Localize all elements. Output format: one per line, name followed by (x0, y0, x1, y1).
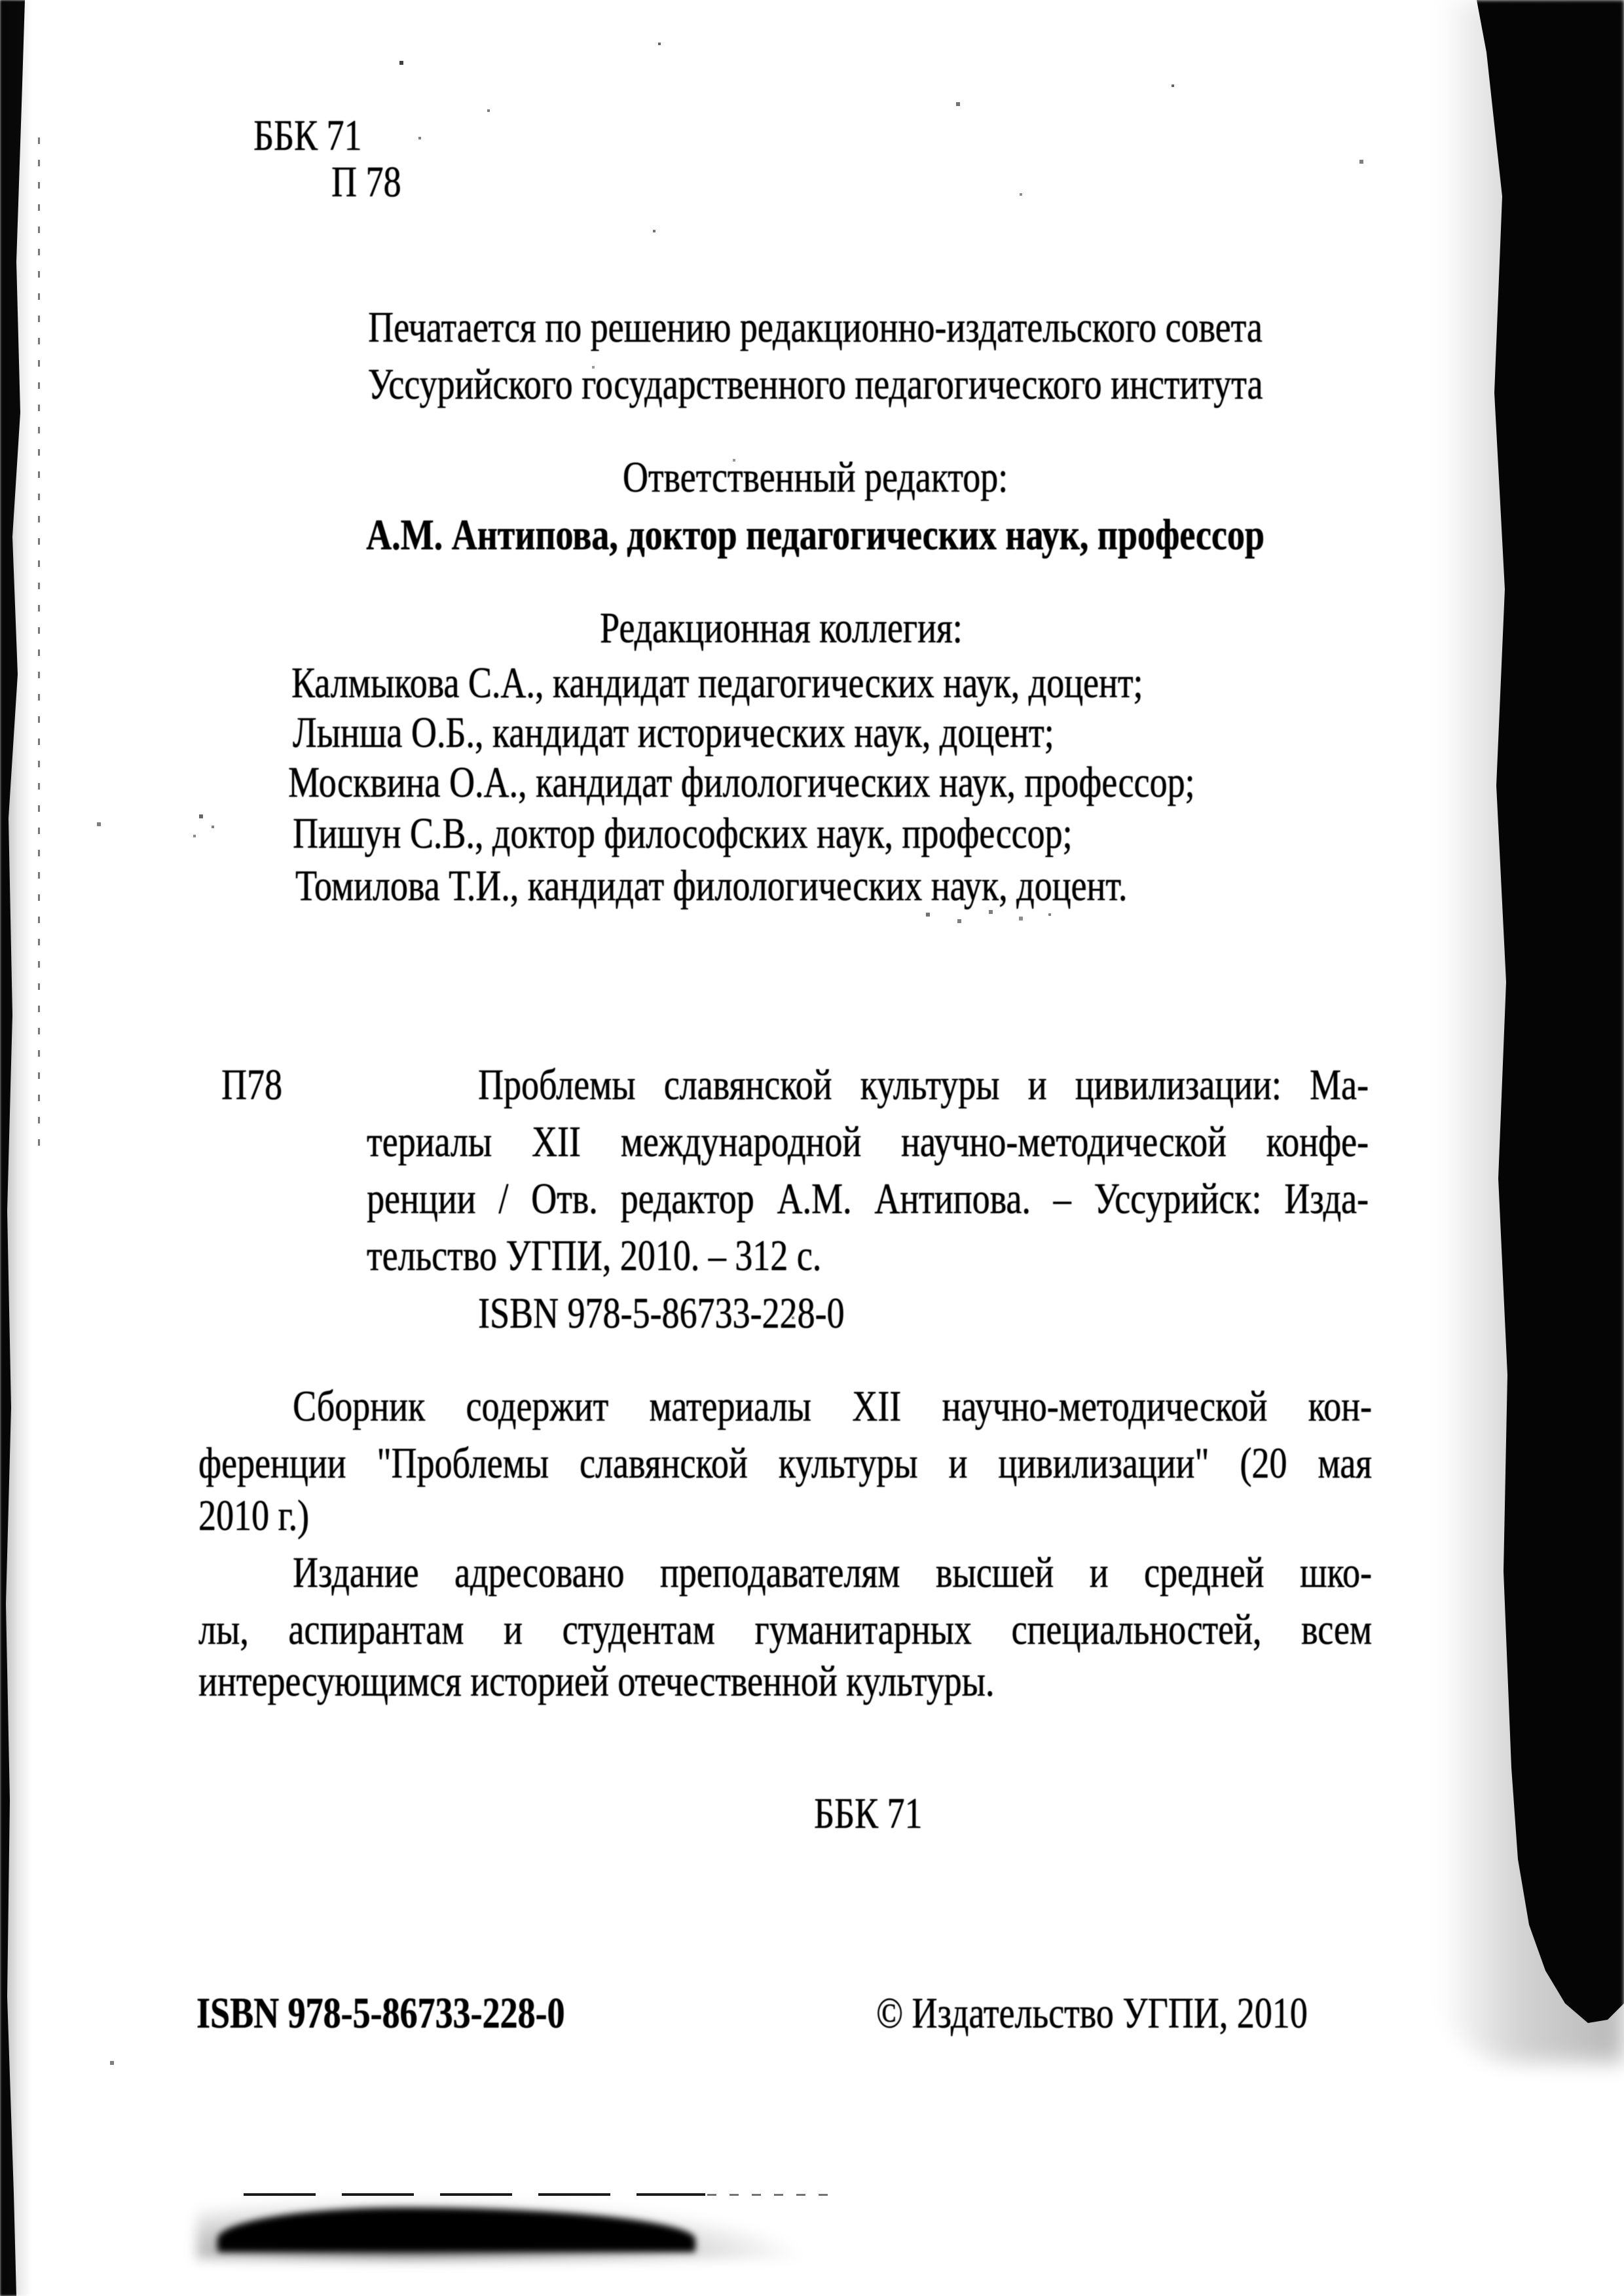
board-member-3: Москвина О.А., кандидат филологических наук, профессор; (288, 757, 1195, 807)
catalog-isbn: ISBN 978-5-86733-228-0 (478, 1288, 845, 1338)
catalog-line-1: Проблемы славянской культуры и цивилизации: Ма- (478, 1060, 1369, 1109)
abstract2-line-2: лы, аспирантам и студентам гуманитарных специальностей, всем (198, 1605, 1372, 1654)
board-member-5: Томилова Т.И., кандидат филологических наук, доцент. (295, 861, 1128, 910)
catalog-line-3: ренции / Отв. редактор А.М. Антипова. – Уссурийск: Изда- (367, 1174, 1369, 1223)
board-heading: Редакционная коллегия: (600, 603, 963, 652)
bbk-code-bottom: ББК 71 (814, 1789, 923, 1838)
footer-copyright: © Издательство УГПИ, 2010 (876, 1988, 1308, 2037)
catalog-line-4: тельство УГПИ, 2010. – 312 с. (367, 1231, 822, 1280)
abstract2-line-1: Издание адресовано преподавателям высшей и средней шко- (293, 1548, 1372, 1597)
footer-isbn: ISBN 978-5-86733-228-0 (196, 1988, 565, 2037)
editor-heading: Ответственный редактор: (622, 452, 1008, 501)
board-member-4: Пишун С.В., доктор философских наук, профессор; (293, 809, 1073, 858)
catalog-code: П78 (221, 1060, 282, 1109)
bbk-code-top: ББК 71 (253, 111, 362, 160)
abstract1-line-3: 2010 г.) (198, 1491, 310, 1540)
printing-note-line-2: Уссурийского государственного педагогического института (367, 359, 1263, 409)
abstract1-line-1: Сборник содержит материалы XII научно-методической кон- (293, 1381, 1372, 1430)
board-member-1: Калмыкова С.А., кандидат педагогических наук, доцент; (291, 658, 1143, 707)
board-member-2: Лынша О.Б., кандидат исторических наук, доцент; (293, 708, 1054, 757)
author-sign-top: П 78 (331, 157, 401, 206)
abstract1-line-2: ференции "Проблемы славянской культуры и цивилизации" (20 мая (198, 1438, 1372, 1487)
editor-name: А.М. Антипова, доктор педагогических наук, профессор (366, 510, 1264, 559)
printing-note-line-1: Печатается по решению редакционно-издательского совета (368, 302, 1263, 352)
catalog-line-2: териалы XII международной научно-методической конфе- (367, 1117, 1369, 1166)
abstract2-line-3: интересующимся историей отечественной культуры. (198, 1656, 995, 1705)
